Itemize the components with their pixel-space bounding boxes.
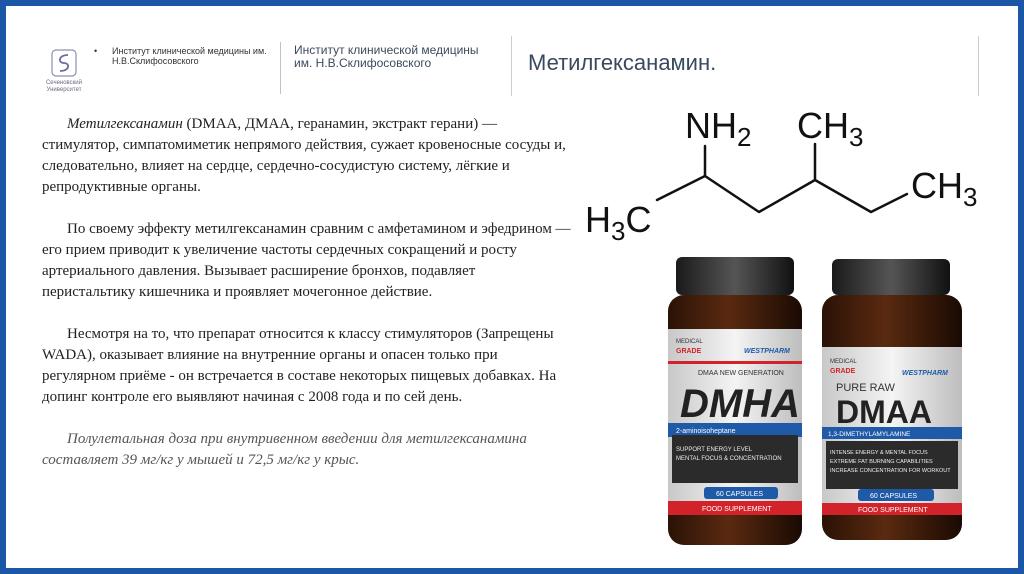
dmha-grade-1: MEDICAL bbox=[676, 339, 703, 345]
institute-title: Институт клинической медицины им. Н.В.Склифосовского bbox=[294, 43, 479, 70]
dmaa-name: DMAA bbox=[836, 394, 932, 430]
slide-title: Метилгексанамин. bbox=[528, 50, 717, 75]
institute-bullet-text: Институт клинической медицины им. Н.В.Склифосовского bbox=[112, 46, 267, 66]
body-text bbox=[42, 114, 572, 492]
dmaa-chem: 1,3-DIMETHYLAMYLAMINE bbox=[828, 431, 911, 438]
paragraph-ld50: Полулетальная доза при внутривенном введении для метилгексанамина составляет 39 мг/кг у мышей и 72,5 мг/кг у крыс. bbox=[42, 431, 527, 468]
header-divider bbox=[511, 36, 512, 96]
logo-caption: Сеченовский Университет bbox=[45, 80, 83, 93]
structural-formula bbox=[581, 92, 1001, 252]
dmaa-supplement: FOOD SUPPLEMENT bbox=[858, 507, 928, 514]
definition-text: (DMAA, ДМАА, геранамин, экстракт герани) — стимулятор, симпатомиметик непрямого действия, сужает кровеносные сосуды и, следовательно, влияет на сердце, сердечно-сосудистую систему, лёгкие и репродуктивные органы. bbox=[42, 116, 566, 195]
dmaa-grade-1: MEDICAL bbox=[830, 359, 857, 365]
bullet-dot: • bbox=[94, 46, 98, 56]
formula-h3c: $H_3C$ bbox=[585, 199, 652, 246]
dmha-name: DMHA bbox=[680, 382, 800, 426]
header-divider bbox=[280, 42, 281, 94]
dmha-claim-2: MENTAL FOCUS & CONCENTRATION bbox=[676, 456, 782, 462]
paragraph-wada: Несмотря на то, что препарат относится к классу стимуляторов (Запрещены WADA), оказывает влияние на внутренние органы и опасен только при регулярном приёме - он встречается в составе некоторых пищевых добавках. На допинг контроле его выявляют начиная с 2008 года и по сей день. bbox=[42, 326, 557, 405]
dmha-supplement: FOOD SUPPLEMENT bbox=[702, 506, 772, 513]
dmha-claim-1: SUPPORT ENERGY LEVEL bbox=[676, 447, 753, 453]
formula-bonds bbox=[657, 144, 907, 212]
header-divider bbox=[978, 36, 979, 96]
paragraph-definition bbox=[42, 114, 572, 198]
dmaa-grade-2: GRADE bbox=[830, 368, 856, 375]
dmha-brand: WESTPHARM bbox=[744, 348, 790, 355]
dmha-subtitle: DMAA NEW GENERATION bbox=[698, 370, 784, 377]
dmaa-capsules: 60 CAPSULES bbox=[870, 493, 918, 500]
dmaa-claim-2: EXTREME FAT BURNING CAPABILITIES bbox=[830, 459, 933, 465]
dmaa-brand: WESTPHARM bbox=[902, 370, 948, 377]
dmaa-claim-1: INTENSE ENERGY & MENTAL FOCUS bbox=[830, 450, 928, 456]
formula-ch3-right: $CH_3$ bbox=[911, 165, 978, 212]
dmaa-claim-3: INCREASE CONCENTRATION FOR WORKOUT bbox=[830, 468, 951, 474]
slide bbox=[6, 6, 1018, 568]
dmha-grade-2: GRADE bbox=[676, 348, 702, 355]
institute-bullet bbox=[94, 46, 284, 66]
product-photo bbox=[658, 251, 968, 551]
formula-nh2: $NH_2$ bbox=[685, 105, 752, 152]
paragraph-effects: По своему эффекту метилгексанамин сравним с амфетамином и эфедрином — его прием приводит к увеличение частоты сердечных сокращений и росту артериального давления. Вызывает расширение бронхов, подавляет перистальтику кишечника и проявляет мочегонное действие. bbox=[42, 221, 571, 300]
term-lead: Метилгексанамин bbox=[67, 116, 183, 132]
formula-ch3-top: $CH_3$ bbox=[797, 105, 864, 152]
dmha-chem: 2-aminoisoheptane bbox=[676, 428, 736, 435]
dmha-capsules: 60 CAPSULES bbox=[716, 491, 764, 498]
dmaa-subtitle: PURE RAW bbox=[836, 382, 895, 394]
bottle-dmha bbox=[668, 257, 802, 545]
bottle-dmaa bbox=[822, 259, 962, 540]
